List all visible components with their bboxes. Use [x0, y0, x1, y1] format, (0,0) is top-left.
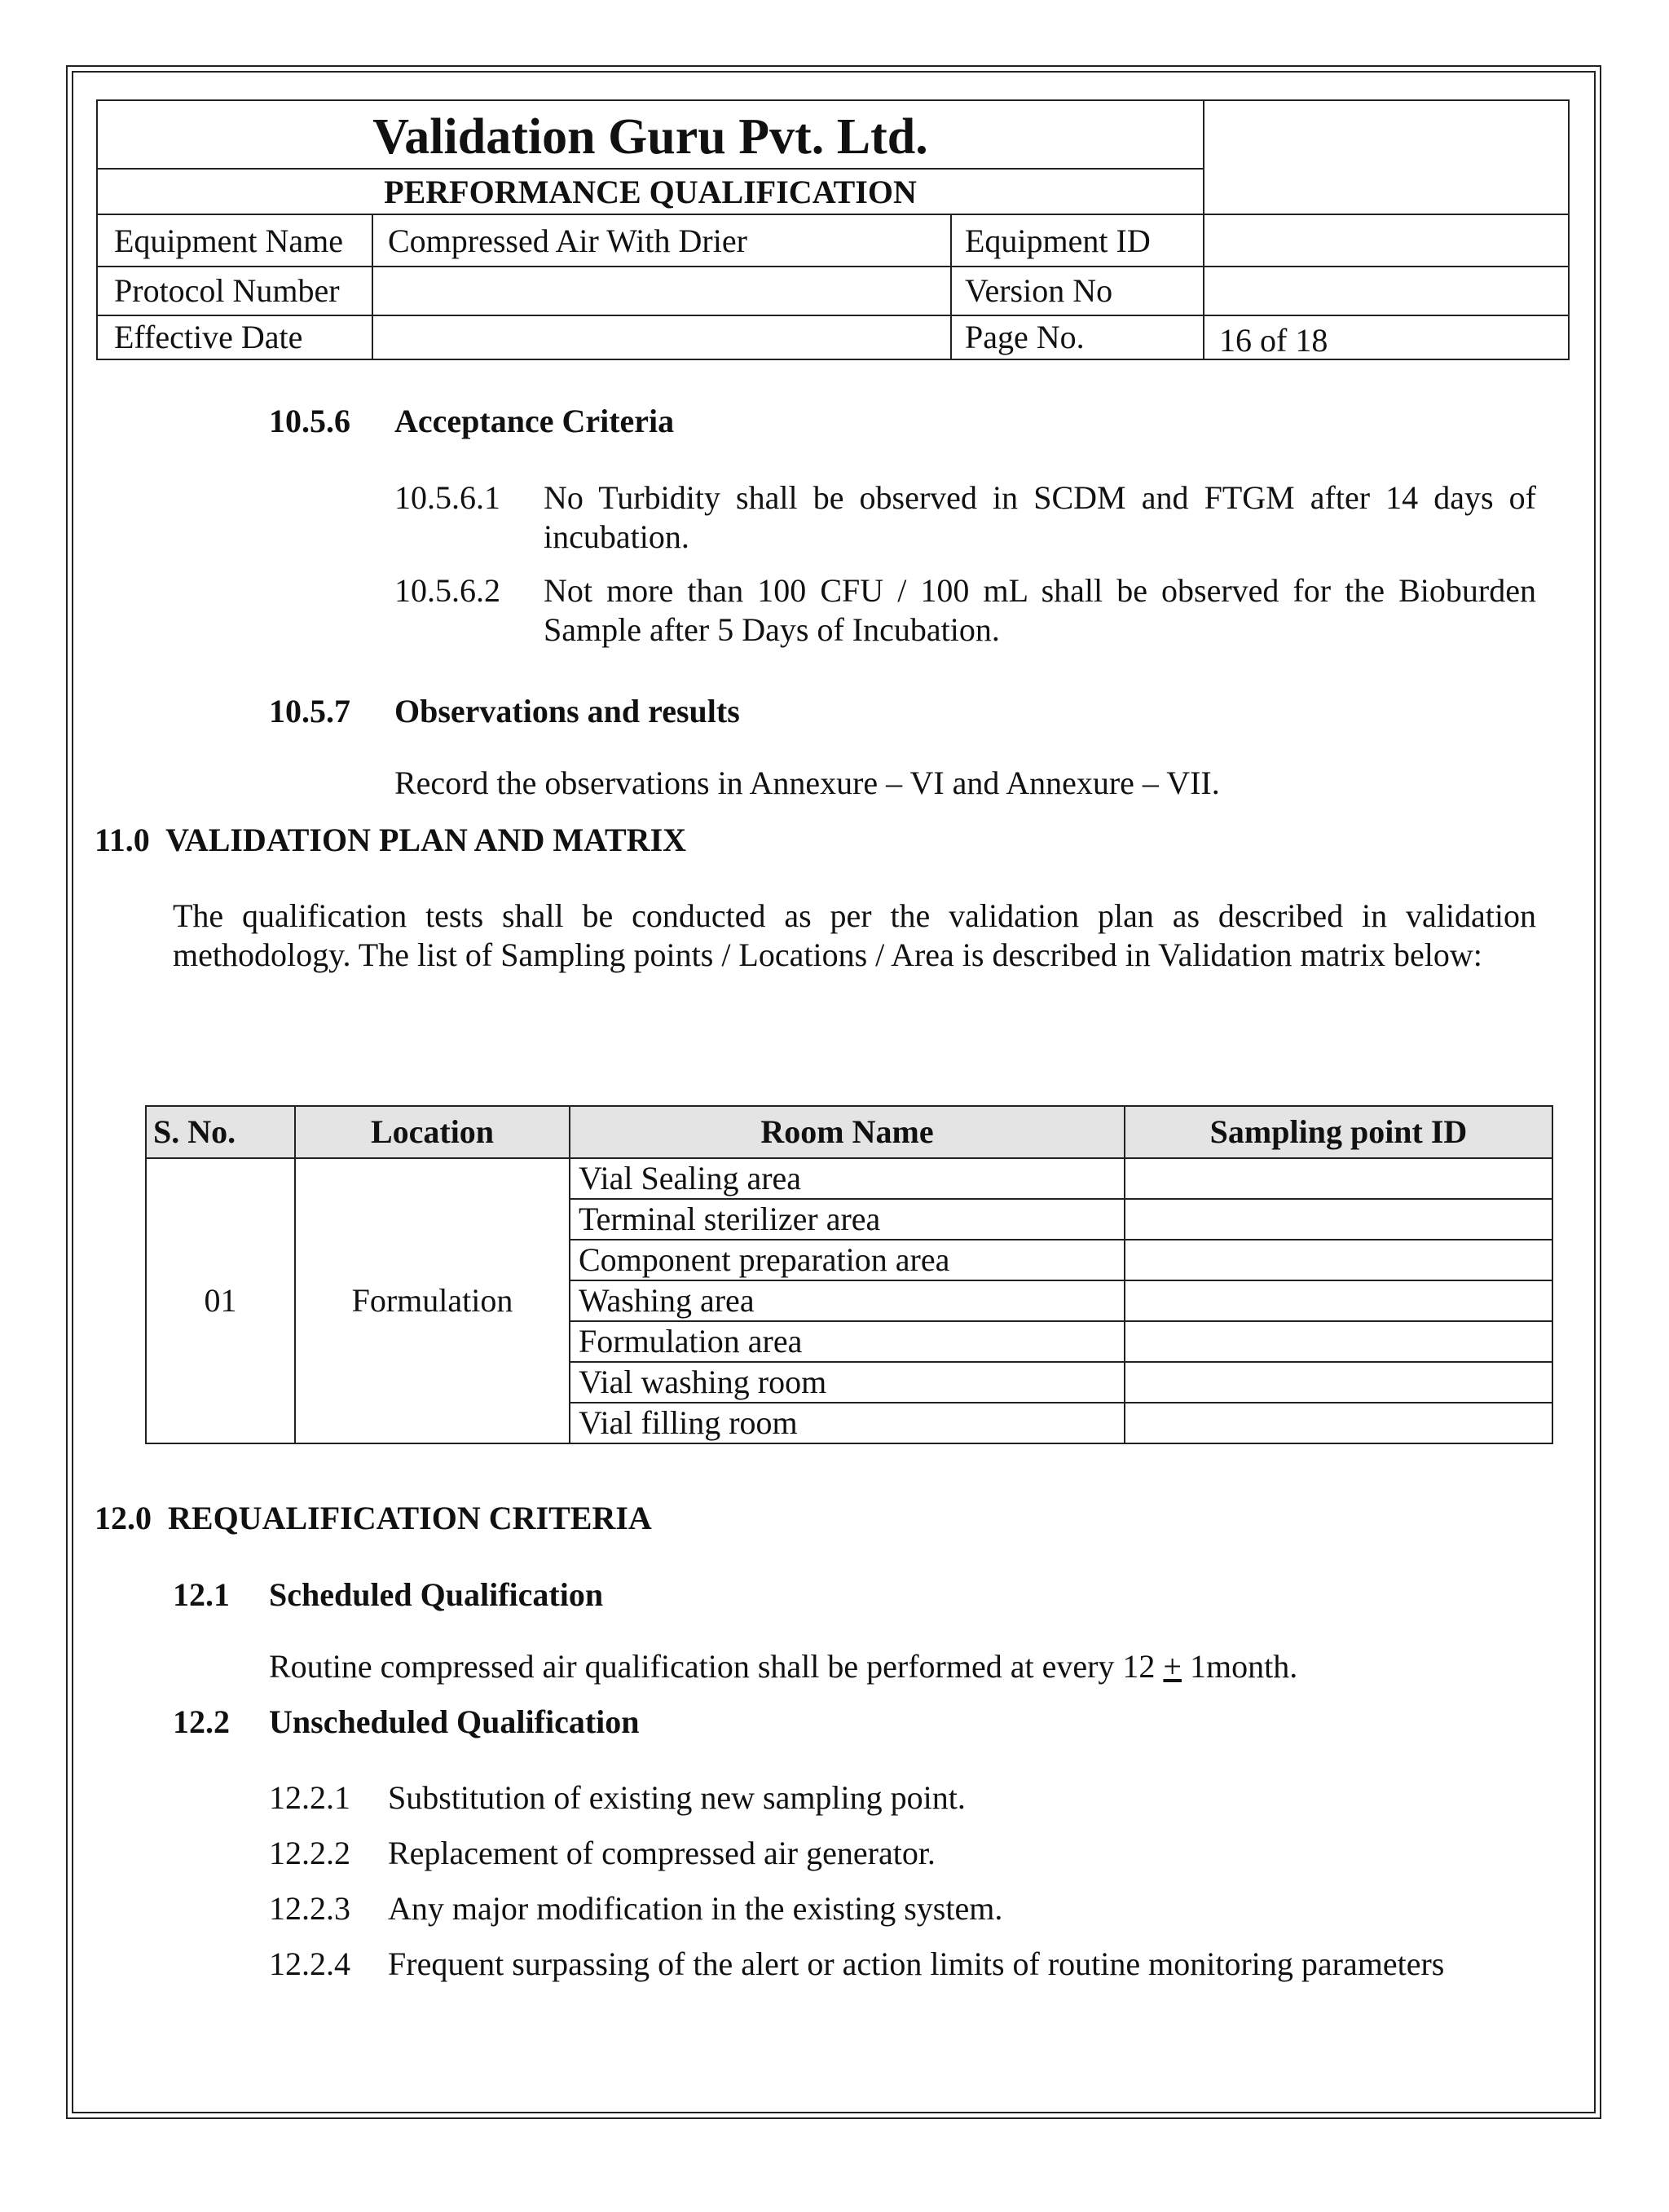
item-12-2-1-text: Substitution of existing new sampling point.	[388, 1779, 966, 1816]
cell-sampling-point-id	[1125, 1240, 1552, 1280]
cell-room-name: Terminal sterilizer area	[570, 1199, 1125, 1240]
table-header-row	[146, 1106, 1552, 1158]
item-10-5-6-1-text: No Turbidity shall be observed in SCDM and FTGM after 14 days of incubation.	[544, 479, 1536, 555]
version-label: Version No	[965, 272, 1113, 309]
document-header	[96, 99, 1570, 360]
cell-sampling-point-id	[1125, 1362, 1552, 1403]
cell-sno: 01	[146, 1158, 295, 1443]
cell-sampling-point-id	[1125, 1321, 1552, 1362]
table-row	[146, 1158, 1552, 1199]
cell-room-name: Vial Sealing area	[570, 1158, 1125, 1199]
section-12-2-number: 12.2	[173, 1703, 230, 1740]
item-10-5-6-1-number: 10.5.6.1	[394, 479, 500, 516]
section-12-1-text-pre: Routine compressed air qualification shall be performed at every 12	[269, 1648, 1164, 1685]
plus-minus-symbol: +	[1163, 1648, 1182, 1685]
col-header-sampling-point-id: Sampling point ID	[1125, 1106, 1552, 1158]
cell-room-name: Washing area	[570, 1280, 1125, 1321]
page-value: 16 of 18	[1219, 322, 1328, 359]
section-12-heading: 12.0 REQUALIFICATION CRITERIA	[95, 1500, 652, 1536]
cell-sampling-point-id	[1125, 1280, 1552, 1321]
item-12-2-3-text: Any major modification in the existing system.	[388, 1890, 1003, 1927]
section-12-2-title: Unscheduled Qualification	[269, 1703, 640, 1740]
section-10-5-6-number: 10.5.6	[269, 403, 350, 439]
col-header-sno: S. No.	[146, 1106, 295, 1158]
col-header-room-name: Room Name	[570, 1106, 1125, 1158]
section-10-5-7-title: Observations and results	[394, 693, 740, 729]
page-label: Page No.	[965, 319, 1085, 355]
section-10-5-7-number: 10.5.7	[269, 693, 350, 729]
cell-sampling-point-id	[1125, 1199, 1552, 1240]
section-12-1-number: 12.1	[173, 1576, 230, 1613]
validation-matrix-table	[145, 1105, 1553, 1444]
item-12-2-2-text: Replacement of compressed air generator.	[388, 1835, 936, 1871]
item-12-2-1-number: 12.2.1	[269, 1779, 350, 1816]
section-12-1-text	[269, 1647, 1297, 1686]
effective-date-label: Effective Date	[114, 319, 303, 355]
section-11-heading: 11.0 VALIDATION PLAN AND MATRIX	[95, 822, 687, 858]
cell-room-name: Vial washing room	[570, 1362, 1125, 1403]
section-10-5-6-title: Acceptance Criteria	[394, 403, 675, 439]
protocol-number-label: Protocol Number	[114, 272, 340, 309]
section-11-text: The qualification tests shall be conducted as per the validation plan as described in validation methodology. The list of Sampling points / Locations / Area is described in Validation matrix below:	[173, 897, 1536, 973]
section-12-1-text-post: 1month.	[1181, 1648, 1298, 1685]
col-header-location: Location	[295, 1106, 570, 1158]
cell-room-name: Component preparation area	[570, 1240, 1125, 1280]
company-name: Validation Guru Pvt. Ltd.	[372, 109, 928, 165]
item-12-2-2-number: 12.2.2	[269, 1835, 350, 1871]
section-10-5-7-text: Record the observations in Annexure – VI and Annexure – VII.	[394, 765, 1220, 801]
equipment-name-value: Compressed Air With Drier	[388, 223, 747, 259]
item-12-2-4-text: Frequent surpassing of the alert or action limits of routine monitoring parameters	[388, 1945, 1445, 1982]
cell-room-name: Vial filling room	[570, 1403, 1125, 1443]
item-10-5-6-2-number: 10.5.6.2	[394, 572, 500, 609]
cell-sampling-point-id	[1125, 1403, 1552, 1443]
equipment-id-label: Equipment ID	[965, 223, 1151, 259]
cell-location: Formulation	[295, 1158, 570, 1443]
section-12-1-title: Scheduled Qualification	[269, 1576, 604, 1613]
item-10-5-6-2-text: Not more than 100 CFU / 100 mL shall be observed for the Bioburden Sample after 5 Days of Incubation.	[544, 572, 1536, 648]
cell-sampling-point-id	[1125, 1158, 1552, 1199]
equipment-name-label: Equipment Name	[114, 223, 344, 259]
item-12-2-4-number: 12.2.4	[269, 1945, 350, 1982]
document-title: PERFORMANCE QUALIFICATION	[384, 174, 917, 210]
cell-room-name: Formulation area	[570, 1321, 1125, 1362]
item-12-2-3-number: 12.2.3	[269, 1890, 350, 1927]
